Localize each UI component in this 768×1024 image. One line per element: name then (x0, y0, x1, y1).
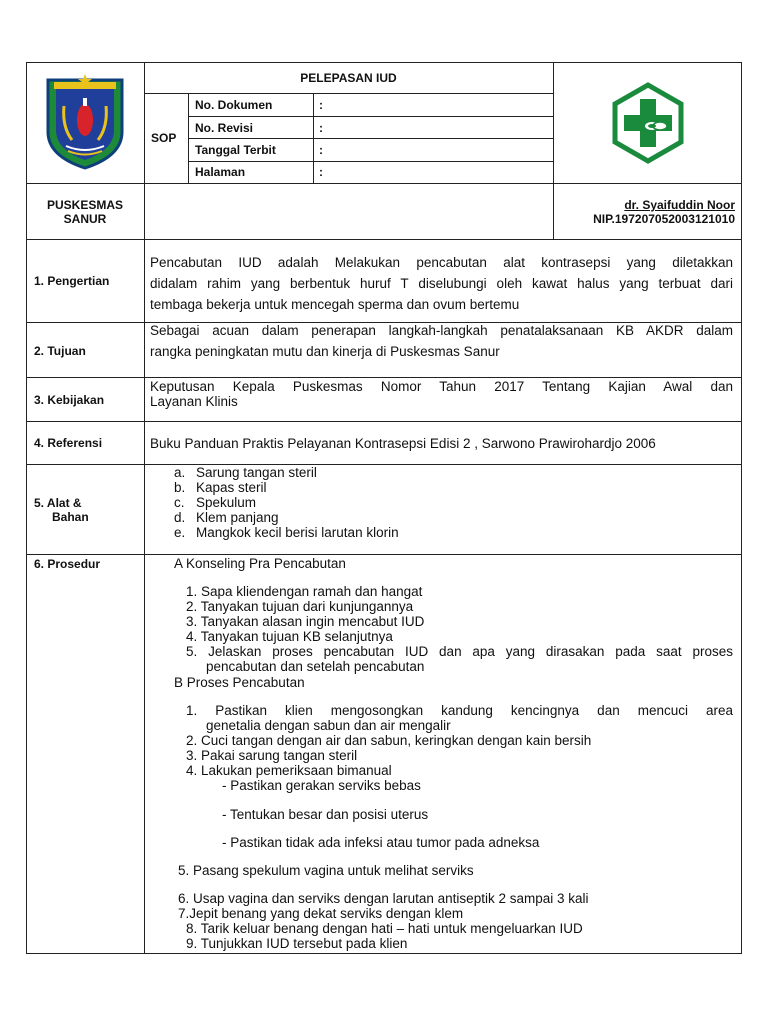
grid-line (188, 161, 553, 162)
grid-line (26, 554, 742, 555)
signer-name: dr. Syaifuddin Noor (624, 198, 735, 212)
document-title: PELEPASAN IUD (300, 71, 397, 85)
list-item-continuation: pencabutan dan setelah pencabutan (206, 659, 425, 674)
grid-line (188, 116, 553, 117)
grid-line (144, 93, 553, 94)
grid-line (26, 464, 742, 465)
signer-block (553, 198, 735, 226)
text-line: tembaga bekerja untuk mencegah sperma dan ovum bertemu (150, 297, 520, 312)
grid-line (741, 62, 742, 954)
section-label-prosedur: 6. Prosedur (34, 557, 101, 571)
grid-line (188, 138, 553, 139)
text-line: Pencabutan IUD adalah Melakukan pencabutan alat kontrasepsi yang diletakkan (150, 255, 733, 270)
section-label-tujuan: 2. Tujuan (34, 344, 86, 358)
text-line: Layanan Klinis (150, 394, 238, 409)
list-marker: d. (174, 510, 186, 525)
list-item: 2. Cuci tangan dengan air dan sabun, keringkan dengan kain bersih (186, 733, 592, 748)
list-item (174, 510, 279, 525)
list-item-text: Spekulum (196, 495, 257, 510)
prosedur-heading-b: B Proses Pencabutan (174, 675, 305, 690)
field-colon: : (319, 121, 323, 135)
list-item (174, 495, 256, 510)
list-marker: b. (174, 480, 186, 495)
grid-line (26, 62, 27, 954)
text-line: rangka peningkatan mutu dan kinerja di Puskesmas Sanur (150, 344, 500, 359)
list-item-text: Kapas steril (196, 480, 267, 495)
referensi-text: Buku Panduan Praktis Pelayanan Kontrasepsi Edisi 2 , Sarwono Prawirohardjo 2006 (150, 436, 656, 451)
grid-line (26, 239, 742, 240)
list-item: 4. Lakukan pemeriksaan bimanual (186, 763, 392, 778)
list-item: 1. Pastikan klien mengosongkan kandung kencingnya dan mencuci area (186, 703, 733, 718)
text-line: didalam rahim yang berbentuk huruf T diselubungi oleh kawat halus yang terbuat dari (150, 276, 733, 291)
list-item (174, 525, 399, 540)
org-name (26, 198, 144, 226)
list-item: 9. Tunjukkan IUD tersebut pada klien (186, 936, 408, 951)
list-item: 6. Usap vagina dan serviks dengan larutan antiseptik 2 sampai 3 kali (178, 891, 589, 906)
field-label-halaman: Halaman (195, 165, 246, 179)
grid-line (26, 62, 742, 63)
text-line: Keputusan Kepala Puskesmas Nomor Tahun 2017 Tentang Kajian Awal dan (150, 379, 733, 394)
text-line: Sebagai acuan dalam penerapan langkah-langkah penatalaksanaan KB AKDR dalam (150, 323, 733, 338)
field-colon: : (319, 143, 323, 157)
tujuan-text (150, 320, 733, 362)
grid-line (26, 421, 742, 422)
signer-nip: NIP.197207052003121010 (593, 212, 735, 226)
field-label-no-dokumen: No. Dokumen (195, 98, 273, 112)
section-label-referensi: 4. Referensi (34, 436, 103, 450)
list-item-text: Mangkok kecil berisi larutan klorin (196, 525, 399, 540)
list-marker: c. (174, 495, 185, 510)
pengertian-text (150, 252, 733, 315)
list-item: 1. Sapa kliendengan ramah dan hangat (186, 584, 423, 599)
kebijakan-text (150, 379, 733, 409)
list-item: 2. Tanyakan tujuan dari kunjungannya (186, 599, 414, 614)
puskesmas-logo (607, 82, 689, 164)
list-item (174, 480, 267, 495)
org-line-1: PUSKESMAS (46, 198, 123, 212)
sub-item: - Tentukan besar dan posisi uterus (222, 807, 429, 822)
label-line: Bahan (52, 510, 89, 524)
grid-line (26, 953, 742, 954)
grid-line (26, 377, 742, 378)
sop-label: SOP (151, 131, 177, 145)
list-item: 3. Pakai sarung tangan steril (186, 748, 358, 763)
sub-item: - Pastikan gerakan serviks bebas (222, 778, 421, 793)
org-line-2: SANUR (63, 212, 107, 226)
section-label-alat-bahan (34, 496, 89, 524)
list-marker: e. (174, 525, 186, 540)
label-line: 5. Alat & (34, 496, 82, 510)
list-item: 5. Jelaskan proses pencabutan IUD dan apa yang dirasakan pada saat proses (186, 644, 733, 659)
grid-line (26, 183, 742, 184)
list-item: 7.Jepit benang yang dekat serviks dengan klem (178, 906, 464, 921)
list-item-text: Sarung tangan steril (196, 465, 317, 480)
prosedur-heading-a: A Konseling Pra Pencabutan (174, 556, 346, 571)
list-item: 4. Tanyakan tujuan KB selanjutnya (186, 629, 393, 644)
field-label-tanggal-terbit: Tanggal Terbit (195, 143, 276, 157)
field-colon: : (319, 165, 323, 179)
regency-logo (42, 72, 128, 170)
section-label-kebijakan: 3. Kebijakan (34, 393, 105, 407)
list-marker: a. (174, 465, 186, 480)
sub-item: - Pastikan tidak ada infeksi atau tumor pada adneksa (222, 835, 540, 850)
list-item (174, 465, 317, 480)
grid-line (144, 62, 145, 954)
section-label-pengertian: 1. Pengertian (34, 274, 110, 288)
field-colon: : (319, 98, 323, 112)
list-item: 8. Tarik keluar benang dengan hati – hati untuk mengeluarkan IUD (186, 921, 583, 936)
list-item-text: Klem panjang (196, 510, 279, 525)
field-label-no-revisi: No. Revisi (195, 121, 254, 135)
list-item: 5. Pasang spekulum vagina untuk melihat serviks (178, 863, 474, 878)
list-item-continuation: genetalia dengan sabun dan air mengalir (206, 718, 451, 733)
list-item: 3. Tanyakan alasan ingin mencabut IUD (186, 614, 425, 629)
